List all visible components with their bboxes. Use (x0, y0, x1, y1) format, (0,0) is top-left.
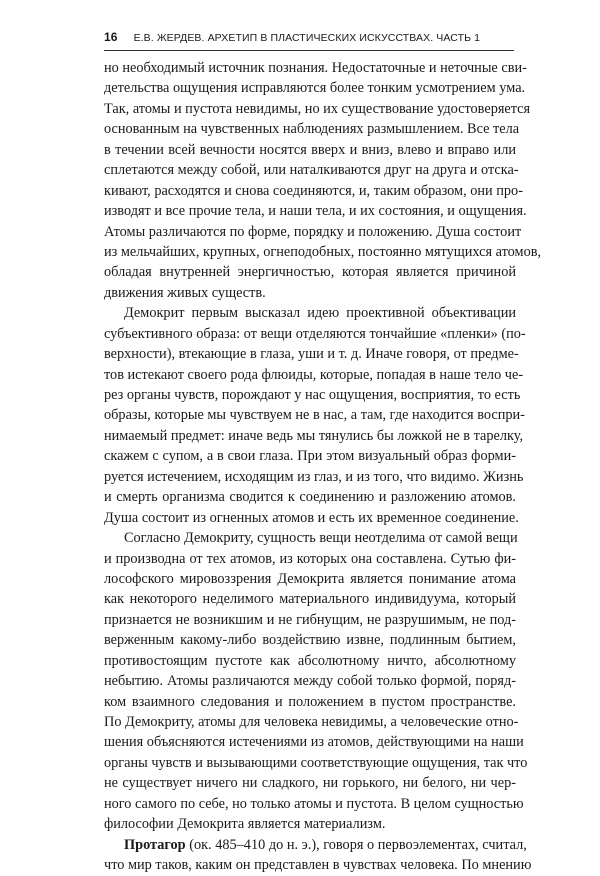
text-line: руется истечением, исходящим из глаз, и из того, что видимо. Жизнь (104, 468, 524, 485)
text-line: и производна от тех атомов, из которых она составлена. Сутью фи- (104, 550, 516, 567)
text-line: детельства ощущения исправляются более тонким усмотрением ума. (104, 80, 526, 97)
text-line: но необходимый источник познания. Недостаточные и неточные сви- (104, 60, 527, 76)
text-line: кивают, расходятся и снова соединяются, и, таким образом, они про- (104, 182, 523, 199)
text-line: ного самого по себе, но только атомы и пустота. В целом сущностью (104, 795, 524, 812)
protagoras-name: Протагор (124, 836, 186, 853)
text-line: небытию. Атомы различаются между собой только формой, поряд- (104, 673, 516, 690)
text-line: субъективного образа: от вещи отделяются тончайшие «пленки» (по- (104, 325, 526, 342)
text-line: Атомы различаются по форме, порядку и положению. Душа состоит (104, 223, 522, 240)
text-line: верженным какому-либо воздействию извне, подлинным бытием, (104, 632, 516, 649)
text-line: образы, которые мы чувствуем не в нас, а там, где находится воспри- (104, 407, 525, 424)
text-line (104, 835, 527, 855)
text-line: Согласно Демокриту, сущность вещи неотделима от самой вещи (124, 530, 518, 547)
text-line: изводят и все прочие тела, и наши тела, и их состояния, и ощущения. (104, 203, 527, 220)
text-line: из мельчайших, крупных, огнеподобных, постоянно мятущихся атомов, (104, 243, 542, 260)
text-line: По Демокриту, атомы для человека невидимы, а человеческие отно- (104, 714, 519, 730)
text-line: философии Демокрита является материализм. (104, 816, 386, 833)
text-line: Так, атомы и пустота невидимы, но их существование удостоверяется (104, 100, 531, 117)
text-line: тов истекают своего рода флюиды, которые, попадая в наше тело че- (104, 366, 524, 383)
header-rule (104, 50, 514, 51)
text-line: сплетаются между собой, или наталкиваются друг на друга и отска- (104, 162, 519, 179)
text-line: движения живых существ. (104, 284, 266, 301)
body-text (104, 58, 542, 876)
text-line: в течении всей вечности носятся вверх и вниз, влево и вправо или (104, 141, 516, 158)
text-line: противостоящим пустоте как абсолютному ничто, абсолютному (104, 652, 516, 669)
text-line: ком взаимного следования и положением в пустом пространстве. (104, 693, 516, 710)
text-line: органы чувств и вызывающими соответствующие ощущения, так что (104, 754, 528, 771)
text-line: нимаемый предмет: иначе ведь мы тянулись бы ложкой не в тарелку, (104, 427, 524, 444)
text-line: что мир таков, каким он представлен в чувствах человека. По мнению (104, 857, 532, 874)
text-line: и смерть организма сводится к соединению и разложению атомов. (104, 489, 516, 506)
running-head-title: Е.В. ЖЕРДЕВ. АРХЕТИП В ПЛАСТИЧЕСКИХ ИСКУССТВАХ. ЧАСТЬ 1 (133, 32, 481, 44)
text-line: шения объясняются истечениями из атомов, действующими на наши (104, 734, 524, 751)
text-line: Демокрит первым высказал идею проективной объективации (124, 305, 516, 322)
text-line: основанным на чувственных наблюдениях размышлением. Все тела (104, 121, 520, 138)
text-line: Душа состоит из огненных атомов и есть их временное соединение. (104, 509, 519, 526)
text-line: обладая внутренней энергичностью, которая является причиной (104, 264, 516, 281)
text-line: рез органы чувств, порождают у нас ощущения, восприятия, то есть (104, 387, 521, 403)
text-line: скажем с супом, а в свои глаза. При этом визуальный образ форми- (104, 448, 516, 465)
text-line: верхности), втекающие в глаза, уши и т. д. Иначе говоря, от предме- (104, 346, 519, 363)
page-number: 16 (104, 30, 118, 44)
running-head (104, 30, 514, 44)
text-line: признается не возникшим и не гибнущим, не разрушимым, не под- (104, 611, 516, 628)
text-line: как некоторого неделимого материального индивидуума, который (104, 591, 516, 608)
text-line: не существует ничего ни сладкого, ни горького, ни белого, ни чер- (104, 775, 516, 792)
text-line-rest: (ок. 485–410 до н. э.), говоря о первоэлементах, считал, (189, 836, 527, 853)
text-line: лософского мировоззрения Демокрита является понимание атома (104, 570, 516, 587)
